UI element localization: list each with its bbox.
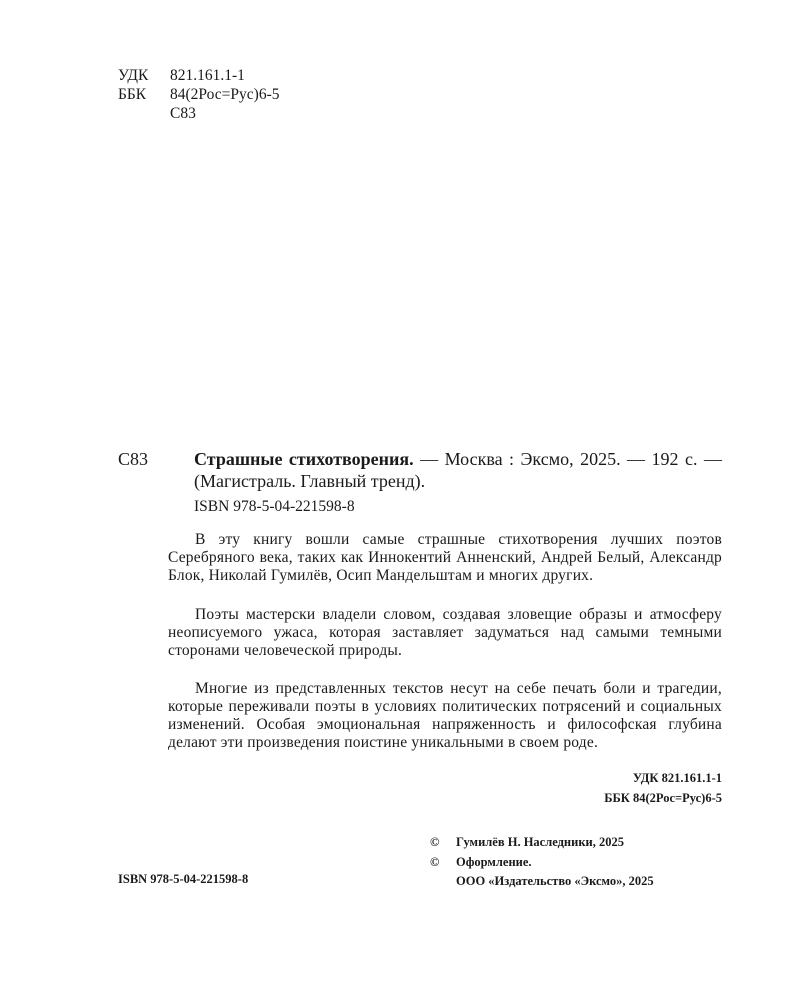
top-classification-block	[118, 66, 279, 123]
entry-description	[194, 448, 722, 492]
copyright-icon: ©	[430, 835, 440, 849]
catalog-card	[118, 448, 722, 768]
bottom-classification-block	[604, 768, 722, 808]
copyright-text-2: Оформление.	[456, 854, 532, 869]
annotation-paragraph-3: Многие из представленных текстов несут на себе печать боли и трагедии, которые переживали поэты в условиях политических потрясений и социальных изменений. Особая эмоциональная напряженность и философская глубина делают эти произведения поистине уникальными в своем роде.	[168, 680, 722, 751]
udk-label: УДК	[118, 67, 149, 84]
copyright-spacer	[430, 872, 456, 892]
copyright-icon: ©	[430, 854, 440, 869]
bibliographic-entry	[118, 448, 722, 492]
copyright-line-2	[430, 853, 654, 873]
copyright-text-3: ООО «Издательство «Эксмо», 2025	[456, 874, 654, 888]
book-title: Страшные стихотворения.	[194, 449, 414, 469]
bbk-label: ББК	[118, 86, 147, 103]
udk-value: 821.161.1-1	[170, 67, 245, 84]
udk-code: УДК 821.161.1-1	[632, 771, 722, 785]
bbk-value: 84(2Рос=Рус)6-5	[170, 86, 280, 103]
copyright-block	[430, 833, 654, 892]
annotation-paragraph-1: В эту книгу вошли самые страшные стихотворения лучших поэтов Серебряного века, таких как Иннокентий Анненский, Андрей Белый, Александр Блок, Николай Гумилёв, Осип Мандельштам и многих других.	[168, 531, 722, 584]
bbk-code: ББК 84(2Рос=Рус)6-5	[604, 791, 722, 805]
entry-isbn: ISBN 978-5-04-221598-8	[194, 498, 355, 515]
annotation-paragraph-2: Поэты мастерски владели словом, создавая зловещие образы и атмосферу неописуемого ужаса, которая заставляет задуматься над самыми темными сторонами человеческой природы.	[168, 606, 722, 659]
author-mark: С83	[170, 105, 196, 122]
copyright-text-1: Гумилёв Н. Наследники, 2025	[456, 835, 624, 849]
copyright-line-1	[430, 833, 654, 853]
imprint-text: — Москва : Эксмо, 2025. — 192 с. — (Магистраль. Главный тренд).	[194, 449, 722, 491]
copyright-line-3	[430, 872, 654, 892]
udk-row	[118, 66, 279, 85]
bottom-isbn: ISBN 978-5-04-221598-8	[118, 872, 249, 886]
entry-author-mark: С83	[118, 449, 149, 469]
bbk-row	[118, 85, 279, 104]
